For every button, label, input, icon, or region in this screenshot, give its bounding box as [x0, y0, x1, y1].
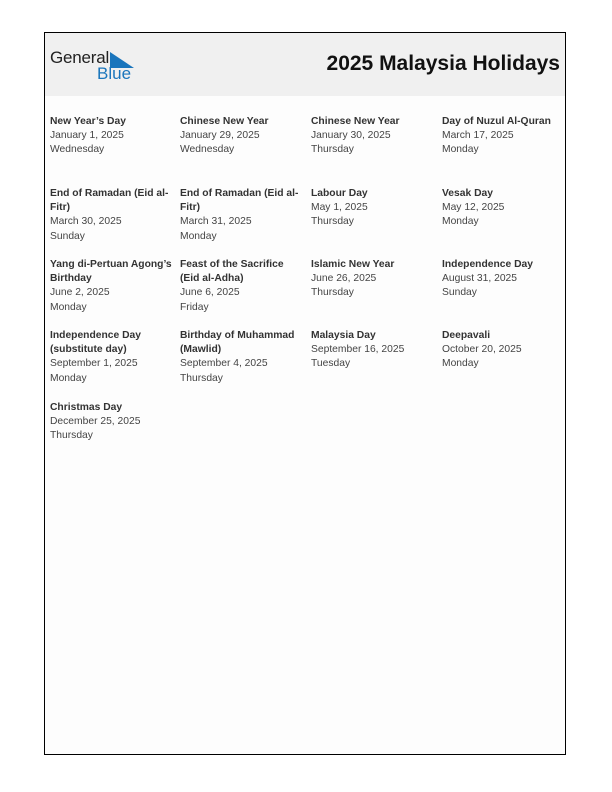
holiday-date: March 30, 2025: [50, 216, 122, 228]
holiday-weekday: Thursday: [50, 430, 93, 442]
holiday-name: Christmas Day: [50, 402, 123, 413]
holiday-item: [180, 258, 302, 315]
holiday-weekday: Monday: [442, 216, 479, 228]
holiday-weekday: Thursday: [311, 287, 354, 299]
holiday-item: [311, 187, 433, 230]
holiday-date: October 20, 2025: [442, 344, 522, 356]
holiday-name: End of Ramadan (Eid al-Fitr): [180, 188, 299, 214]
holiday-item: [442, 258, 564, 301]
holiday-weekday: Friday: [180, 301, 209, 313]
holiday-date: March 31, 2025: [180, 216, 252, 228]
holiday-item: [50, 258, 172, 315]
holiday-date: June 2, 2025: [50, 287, 110, 299]
holiday-weekday: Monday: [50, 372, 87, 384]
holiday-weekday: Monday: [442, 358, 479, 370]
holiday-name: Deepavali: [442, 330, 491, 341]
page-frame: [44, 32, 566, 755]
holiday-date: May 12, 2025: [442, 202, 505, 214]
holiday-weekday: Monday: [180, 230, 217, 242]
holiday-weekday: Thursday: [311, 144, 354, 156]
holiday-weekday: Wednesday: [50, 144, 105, 156]
holiday-item: [442, 187, 564, 230]
holiday-name: Day of Nuzul Al-Quran: [442, 116, 551, 127]
page-title: 2025 Malaysia Holidays: [326, 52, 560, 75]
holiday-item: [50, 329, 172, 386]
holiday-item: [180, 115, 302, 158]
holiday-name: End of Ramadan (Eid al-Fitr): [50, 188, 169, 214]
holiday-item: [50, 187, 172, 244]
holiday-name: Vesak Day: [442, 188, 493, 199]
holiday-item: [180, 329, 302, 386]
holiday-item: [50, 401, 172, 444]
holiday-date: June 6, 2025: [180, 287, 240, 299]
generalblue-logo: [50, 48, 140, 84]
holiday-date: March 17, 2025: [442, 130, 514, 142]
holiday-item: [442, 329, 564, 372]
holiday-item: [180, 187, 302, 244]
holiday-date: September 16, 2025: [311, 344, 405, 356]
holiday-weekday: Wednesday: [180, 144, 235, 156]
holiday-date: May 1, 2025: [311, 202, 368, 214]
holiday-name: New Year’s Day: [50, 116, 126, 127]
holiday-weekday: Tuesday: [311, 358, 351, 370]
holiday-date: December 25, 2025: [50, 416, 141, 428]
holiday-name: Birthday of Muhammad (Mawlid): [180, 330, 295, 356]
holiday-item: [311, 258, 433, 301]
holiday-item: [311, 329, 433, 372]
holiday-weekday: Thursday: [180, 372, 223, 384]
holiday-name: Feast of the Sacrifice (Eid al-Adha): [180, 259, 284, 285]
holiday-date: January 29, 2025: [180, 130, 260, 142]
holiday-date: January 30, 2025: [311, 130, 391, 142]
holiday-name: Independence Day (substitute day): [50, 330, 141, 356]
holiday-weekday: Thursday: [311, 216, 354, 228]
holiday-item: [50, 115, 172, 158]
logo-word-general: General: [50, 48, 110, 67]
holiday-weekday: Monday: [50, 301, 87, 313]
holiday-item: [311, 115, 433, 158]
holiday-name: Yang di-Pertuan Agong’s Birthday: [50, 259, 172, 285]
holiday-name: Chinese New Year: [180, 116, 269, 127]
holiday-weekday: Sunday: [442, 287, 477, 299]
holiday-name: Independence Day: [442, 259, 533, 270]
holiday-name: Chinese New Year: [311, 116, 400, 127]
holiday-name: Malaysia Day: [311, 330, 376, 341]
holiday-weekday: Monday: [442, 144, 479, 156]
holiday-date: June 26, 2025: [311, 273, 377, 285]
holiday-date: January 1, 2025: [50, 130, 124, 142]
holiday-weekday: Sunday: [50, 230, 85, 242]
holiday-name: Labour Day: [311, 188, 368, 199]
logo-word-blue: Blue: [97, 64, 132, 83]
holiday-item: [442, 115, 564, 158]
holiday-date: September 1, 2025: [50, 358, 138, 370]
holiday-date: September 4, 2025: [180, 358, 268, 370]
holiday-date: August 31, 2025: [442, 273, 517, 285]
holiday-name: Islamic New Year: [311, 259, 395, 270]
header-band: [45, 33, 565, 96]
